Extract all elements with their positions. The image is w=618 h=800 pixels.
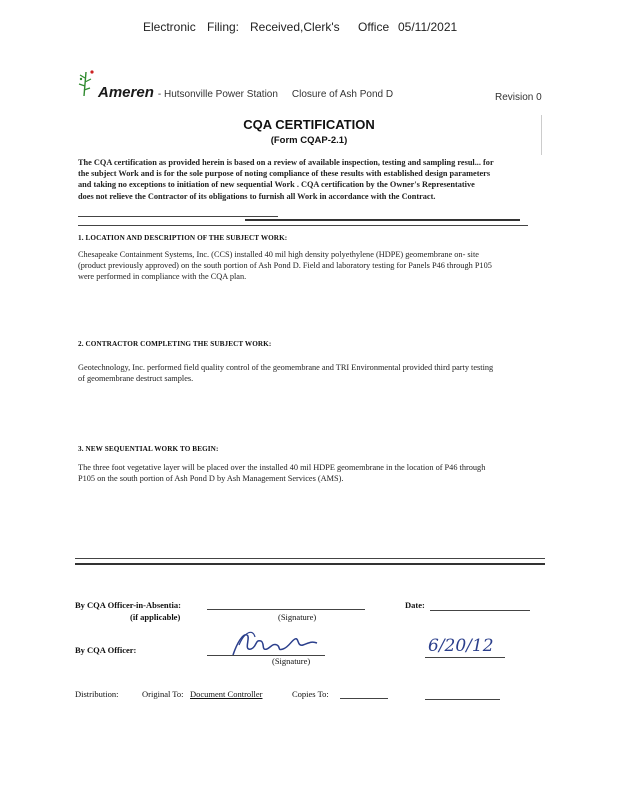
intro-line: and taking no exceptions to initiation of new sequential Work . CQA certification by the Owner's Representative xyxy=(78,180,475,190)
filing-date: 05/11/2021 xyxy=(398,20,458,34)
intro-line: The CQA certification as provided herein is based on a review of available inspection, testing and sampling resul... for xyxy=(78,158,494,167)
original-to-label: Original To: xyxy=(142,689,184,699)
section-line: Chesapeake Containment Systems, Inc. (CCS) installed 40 mil high density polyethylene (HDPE) geomembrane on- site xyxy=(78,250,479,259)
filing-received: Received,Clerk's xyxy=(250,20,340,34)
distribution-label: Distribution: xyxy=(75,689,119,699)
section-heading: 3. NEW SEQUENTIAL WORK TO BEGIN: xyxy=(78,445,219,453)
section-body xyxy=(78,362,548,384)
section-line: Geotechnology, Inc. performed field quality control of the geomembrane and TRI Environmental provided third party testing xyxy=(78,363,494,372)
header-line xyxy=(98,84,393,102)
ameren-logo-mark xyxy=(78,68,98,98)
intro-line: the subject Work and is for the sole purpose of noting compliance of these results with established design parameters xyxy=(78,169,491,179)
filing-office: Office xyxy=(358,20,390,34)
divider-bottom xyxy=(78,225,528,226)
revision-label: Revision 0 xyxy=(495,92,542,103)
copies-line-2 xyxy=(425,699,500,700)
divider-thick xyxy=(245,219,520,221)
section-body xyxy=(78,462,548,484)
intro-line: does not relieve the Contractor of its obligations to furnish all Work in accordance with the Contract. xyxy=(78,191,436,201)
section-line: The three foot vegetative layer will be placed over the installed 40 mil HDPE geomembrane in the location of P46 through xyxy=(78,463,486,472)
filing-electronic: Electronic xyxy=(143,20,196,34)
absentia-label: By CQA Officer-in-Absentia: xyxy=(75,600,181,610)
station-name: - Hutsonville Power Station xyxy=(157,89,278,100)
divider-lower-thin xyxy=(75,558,545,559)
officer-date-line xyxy=(425,657,505,658)
date-line xyxy=(430,610,530,611)
signature-caption: (Signature) xyxy=(278,612,317,622)
absentia-signature-line xyxy=(207,609,365,610)
section-line: of geomembrane destruct samples. xyxy=(78,374,194,383)
divider-left xyxy=(78,216,278,217)
section-heading: 2. CONTRACTOR COMPLETING THE SUBJECT WORK: xyxy=(78,340,272,348)
filing-label: Filing: xyxy=(207,20,240,34)
margin-mark xyxy=(541,115,542,155)
section-line: were performed in compliance with the CQA plan. xyxy=(78,272,247,281)
section-body xyxy=(78,249,548,282)
intro-paragraph xyxy=(78,157,548,202)
if-applicable-label: (if applicable) xyxy=(130,612,181,622)
divider-lower-thick xyxy=(75,563,545,565)
copies-to-label: Copies To: xyxy=(292,689,329,699)
form-number: (Form CQAP-2.1) xyxy=(270,135,348,146)
document-controller: Document Controller xyxy=(190,689,263,699)
handwritten-date: 6/20/12 xyxy=(428,636,494,656)
officer-label: By CQA Officer: xyxy=(75,645,137,655)
section-heading: 1. LOCATION AND DESCRIPTION OF THE SUBJECT WORK: xyxy=(78,234,288,242)
date-label: Date: xyxy=(405,600,425,610)
section-line: P105 on the south portion of Ash Pond D by Ash Management Services (AMS). xyxy=(78,474,344,483)
signature-caption: (Signature) xyxy=(272,656,311,666)
logo-text: Ameren xyxy=(98,84,154,101)
section-line: (product previously approved) on the south portion of Ash Pond D. Field and laboratory testing for Panels P46 through P105 xyxy=(78,261,492,270)
page-title: CQA CERTIFICATION xyxy=(243,117,375,132)
project-name: Closure of Ash Pond D xyxy=(291,89,394,100)
copies-line-1 xyxy=(340,698,388,699)
